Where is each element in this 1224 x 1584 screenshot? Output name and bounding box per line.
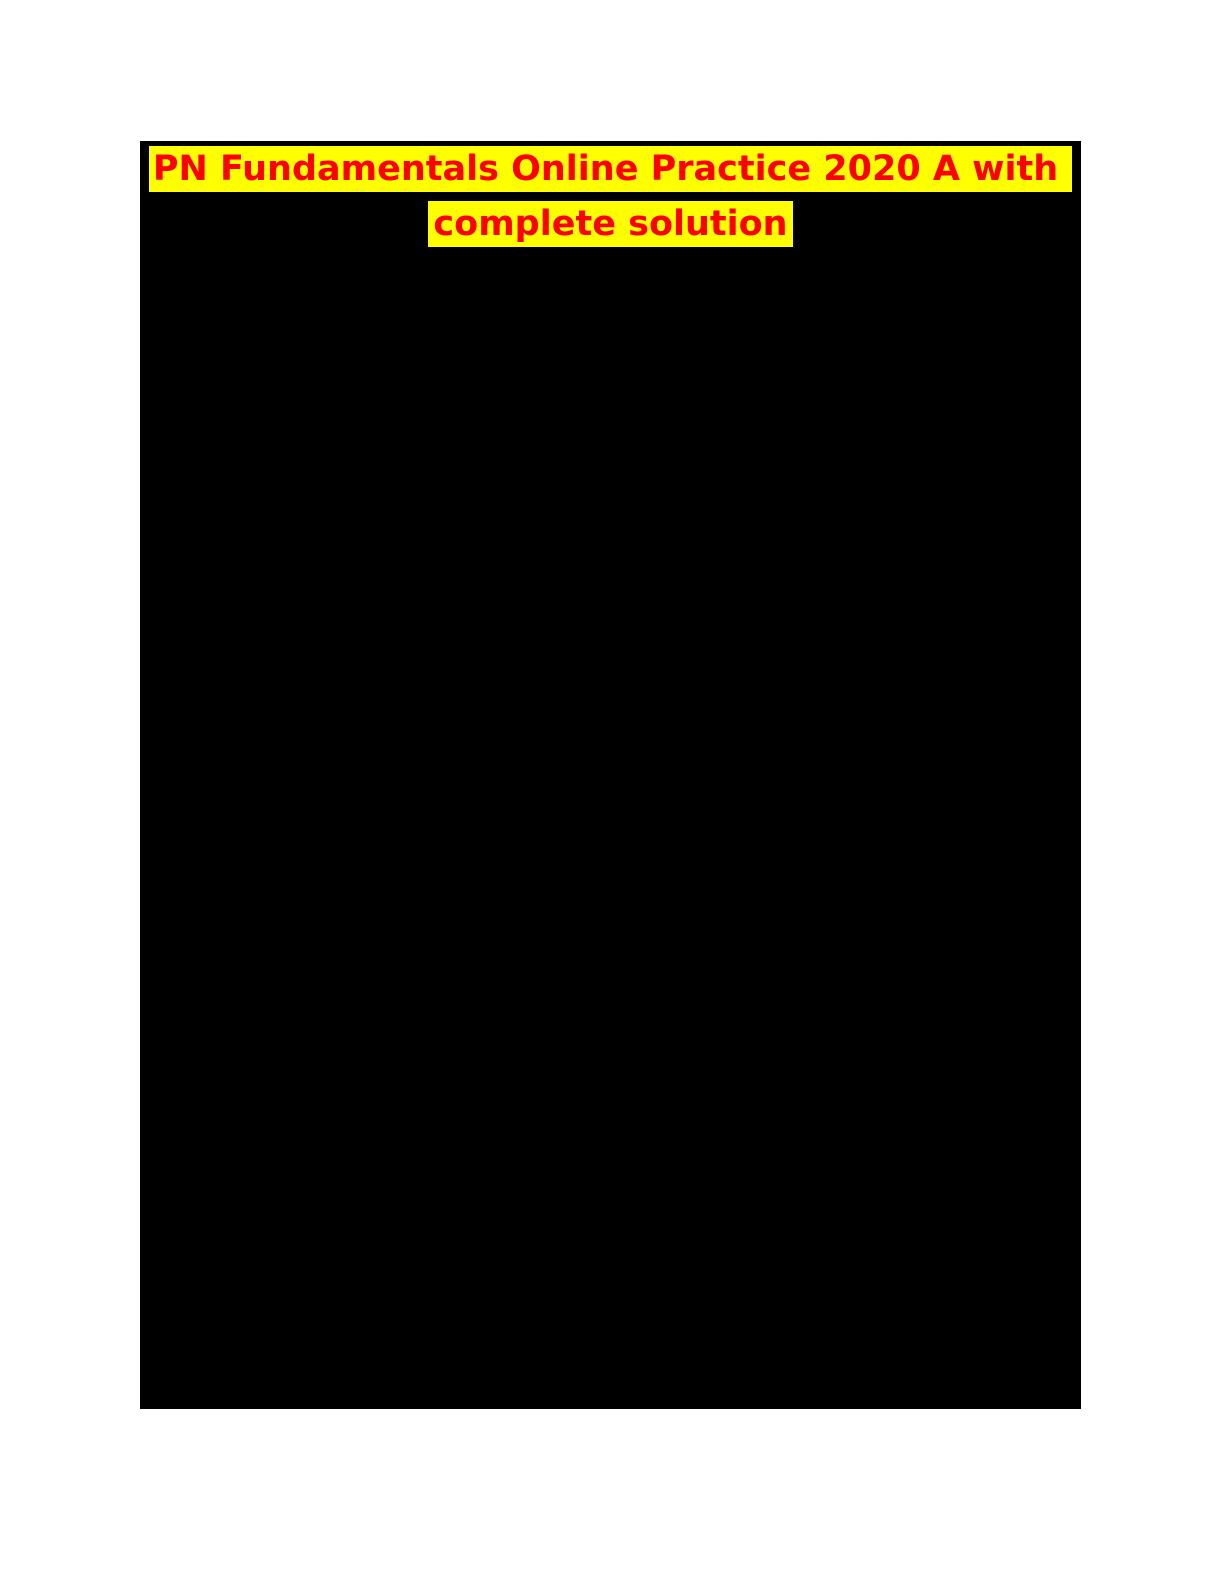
title-highlight-line-1: PN Fundamentals Online Practice 2020 A with	[149, 146, 1072, 192]
title-line-2	[140, 197, 1081, 252]
title-highlight-line-2: complete solution	[428, 201, 792, 247]
redacted-content-block	[140, 141, 1081, 1409]
title-line-1	[140, 142, 1081, 197]
document-title	[140, 141, 1081, 252]
